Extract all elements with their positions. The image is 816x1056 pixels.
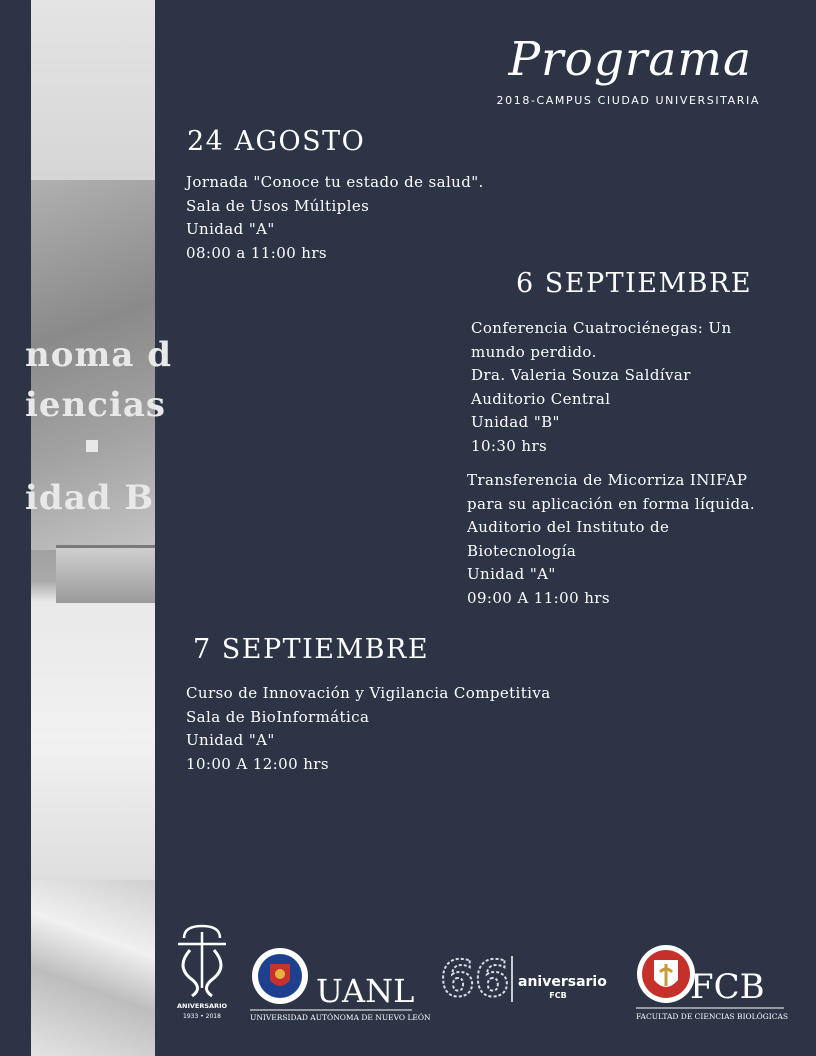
page-title: Programa [508, 32, 752, 87]
date-heading-7-septiembre: 7 SEPTIEMBRE [193, 634, 430, 665]
event-line: Auditorio Central [471, 389, 611, 408]
date-heading-6-septiembre: 6 SEPTIEMBRE [516, 268, 753, 299]
event-line: Conferencia Cuatrociénegas: Un [471, 319, 732, 337]
footer-logos [170, 920, 790, 1030]
event-line: Transferencia de Micorriza INIFAP [467, 471, 748, 489]
event-line: Auditorio del Instituto de [467, 518, 670, 536]
event-conferencia-cuatrocienegas [471, 317, 732, 458]
fcb-logo [636, 942, 790, 1026]
aniversario-uanl-logo [170, 922, 234, 1022]
building-photo [25, 0, 173, 1056]
event-line: Jornada "Conoce tu estado de salud". [186, 173, 484, 191]
event-line: Unidad "A" [186, 731, 275, 749]
event-line: Unidad "B" [471, 413, 560, 431]
event-line: Unidad "A" [186, 220, 275, 238]
uanl-caption: UNIVERSIDAD AUTÓNOMA DE NUEVO LEÓN [250, 1013, 431, 1022]
event-line: 09:00 A 11:00 hrs [467, 588, 610, 607]
event-line: Dra. Valeria Souza Saldívar [471, 366, 691, 384]
date-heading-24-agosto: 24 AGOSTO [187, 126, 366, 157]
building-sign-line-1: noma d [25, 335, 173, 375]
building-sign-line-3: idad B [25, 478, 155, 518]
building-window [56, 545, 155, 603]
event-line: para su aplicación en forma líquida. [467, 494, 756, 513]
building-sign-dot [86, 440, 98, 452]
event-curso-innovacion [186, 682, 551, 776]
fcb66-sub: FCB [549, 991, 567, 1000]
event-line: Unidad "A" [467, 565, 556, 583]
event-line: 10:30 hrs [471, 436, 548, 455]
page-subtitle: 2018-CAMPUS CIUDAD UNIVERSITARIA [496, 94, 760, 107]
event-line: Sala de BioInformática [186, 707, 370, 726]
event-line: Biotecnología [467, 541, 577, 560]
aniversario-label: ANIVERSARIO [176, 1002, 228, 1010]
event-line: 10:00 A 12:00 hrs [186, 754, 329, 773]
event-line: 08:00 a 11:00 hrs [186, 243, 328, 262]
building-sign-line-2: iencias [25, 385, 167, 425]
event-line: mundo perdido. [471, 342, 597, 361]
event-jornada-salud [186, 171, 484, 265]
aniversario-years: 1933 • 2018 [183, 1013, 221, 1020]
fcb-66-aniversario-logo [440, 950, 620, 1010]
fcb-text: FCB [690, 967, 765, 1007]
fcb66-number: 66 [440, 950, 510, 1008]
event-line: Curso de Innovación y Vigilancia Competitiva [186, 684, 551, 702]
building-ground [31, 880, 155, 1056]
event-line: Sala de Usos Múltiples [186, 196, 370, 215]
fcb-caption: FACULTAD DE CIENCIAS BIOLÓGICAS [636, 1012, 789, 1021]
uanl-text: UANL [316, 972, 415, 1010]
fcb66-label: aniversario [518, 974, 607, 990]
event-transferencia-micorriza [467, 469, 755, 610]
